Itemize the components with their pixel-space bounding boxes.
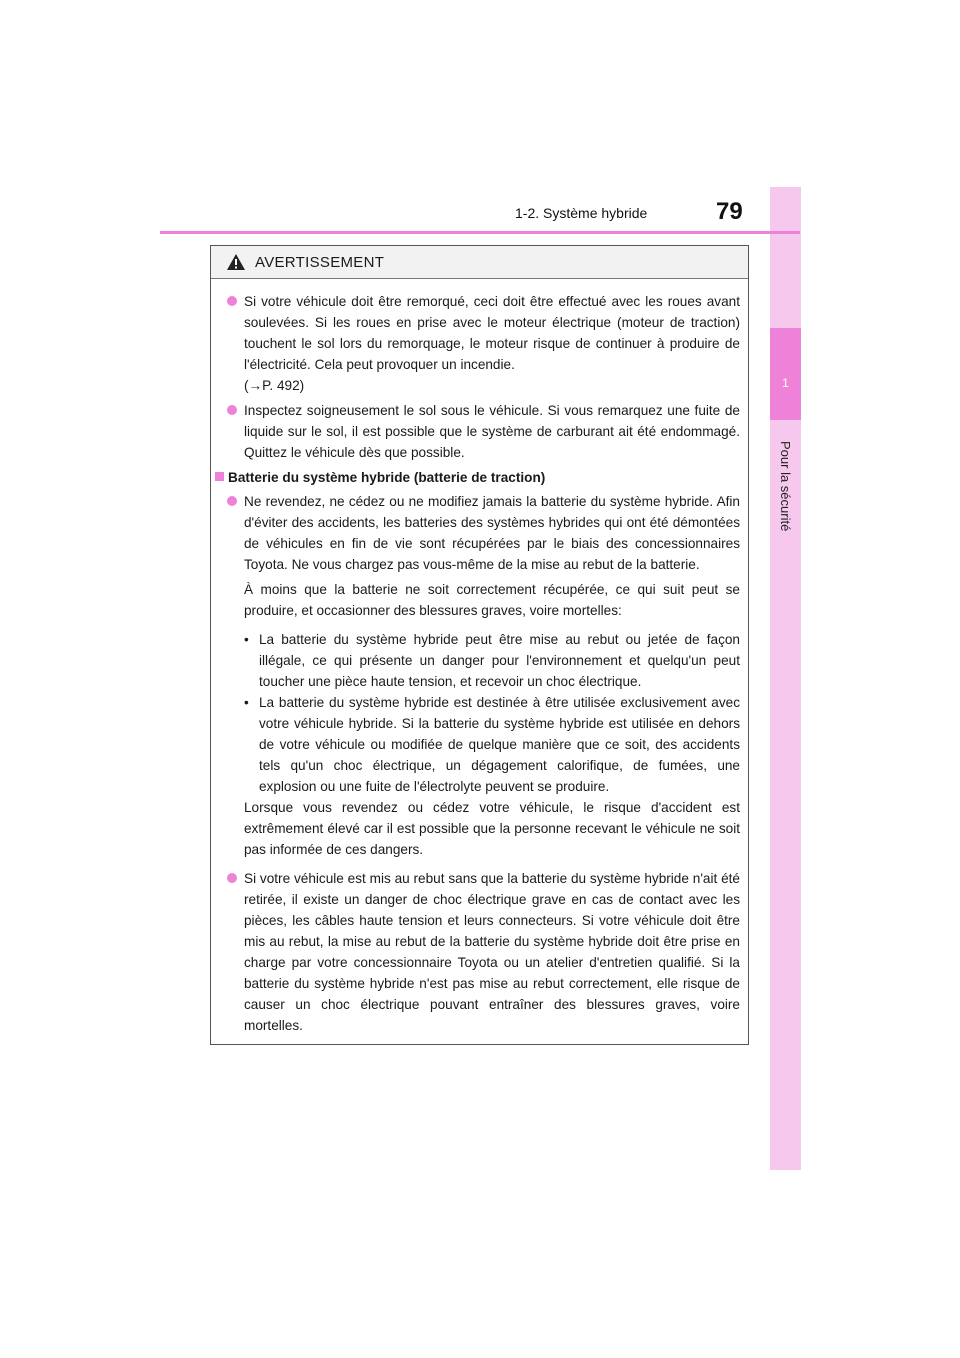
chapter-number: 1 [782, 376, 789, 390]
bullet-icon [227, 496, 237, 506]
page-reference: (→P. 492) [244, 378, 305, 393]
dot-list-item [211, 629, 740, 692]
dot-bullet-icon: • [244, 695, 249, 710]
warning-header [211, 246, 748, 279]
dot-bullet-icon: • [244, 632, 249, 647]
warning-content [211, 279, 748, 1036]
square-bullet-icon [215, 472, 224, 481]
bullet-icon [227, 405, 237, 415]
list-item [211, 868, 740, 1036]
header-rule [160, 231, 800, 234]
dot-item-text: La batterie du système hybride est destinée à être utilisée exclusivement avec votre véhicule hybride. Si la batterie du système hybride est utilisée en dehors de votre véhicule ou modifiée de quelque manière que ce soit, des accidents tels qu'un choc électrique, un dégagement calorifique, de fumées, une explosion ou une fuite de l'électrolyte peuvent se produire. [259, 695, 740, 794]
dot-item-text: La batterie du système hybride peut être mise au rebut ou jetée de façon illégale, ce qui présente un danger pour l'environnement et quelqu'un peut toucher une pièce haute tension, et recevoir un choc électrique. [259, 632, 740, 689]
item-text: Inspectez soigneusement le sol sous le véhicule. Si vous remarquez une fuite de liquide sur le sol, il est possible que le système de carburant ait été endommagé. Quittez le véhicule dès que possible. [244, 403, 740, 460]
list-item [211, 491, 740, 575]
dot-list-item [211, 692, 740, 797]
item-text: Si votre véhicule est mis au rebut sans que la batterie du système hybride n'ait été retirée, il existe un danger de choc électrique grave en cas de contact avec les pièces, les câbles haute tension et leurs connecteurs. Si votre véhicule doit être mis au rebut, la mise au rebut de la batterie du système hybride doit être prise en charge par votre concessionnaire Toyota ou un atelier d'entretien qualifié. Si la batterie du système hybride n'est pas mise au rebut correctement, elle risque de causer un choc électrique pouvant entraîner des blessures graves, voire mortelles. [244, 871, 740, 1033]
warning-box [210, 245, 749, 1045]
paragraph: À moins que la batterie ne soit correctement récupérée, ce qui suit peut se produire, et occasionner des blessures graves, voire mortelles: [244, 582, 740, 618]
subsection-heading-text: Batterie du système hybride (batterie de traction) [228, 470, 546, 485]
section-title: 1-2. Système hybride [515, 205, 648, 221]
chapter-tab-active [770, 328, 801, 420]
list-item [211, 400, 740, 463]
item-text: Si votre véhicule doit être remorqué, ceci doit être effectué avec les roues avant soulevées. Si les roues en prise avec le moteur électrique (moteur de traction) touchent le sol lors du remorquage, le moteur risque de continuer à produire de l'électricité. Cela peut provoquer un incendie. [244, 294, 740, 372]
item-text: Ne revendez, ne cédez ou ne modifiez jamais la batterie du système hybride. Afin d'éviter des accidents, les batteries des systèmes hybrides qui ont été démontées de véhicules en fin de vie sont récupérées par le biais des concessionnaires Toyota. Ne vous chargez pas vous-même de la mise au rebut de la batterie. [244, 494, 740, 572]
paragraph: Lorsque vous revendez ou cédez votre véhicule, le risque d'accident est extrêmement élevé car il est possible que la personne recevant le véhicule ne soit pas informée de ces dangers. [244, 800, 740, 857]
bullet-icon [227, 296, 237, 306]
chapter-label: Pour la sécurité [778, 441, 793, 532]
subsection-heading [211, 467, 740, 488]
warning-triangle-icon [226, 253, 246, 271]
bullet-icon [227, 873, 237, 883]
page-number: 79 [716, 198, 743, 225]
warning-title: AVERTISSEMENT [255, 253, 385, 271]
list-item [211, 291, 740, 396]
